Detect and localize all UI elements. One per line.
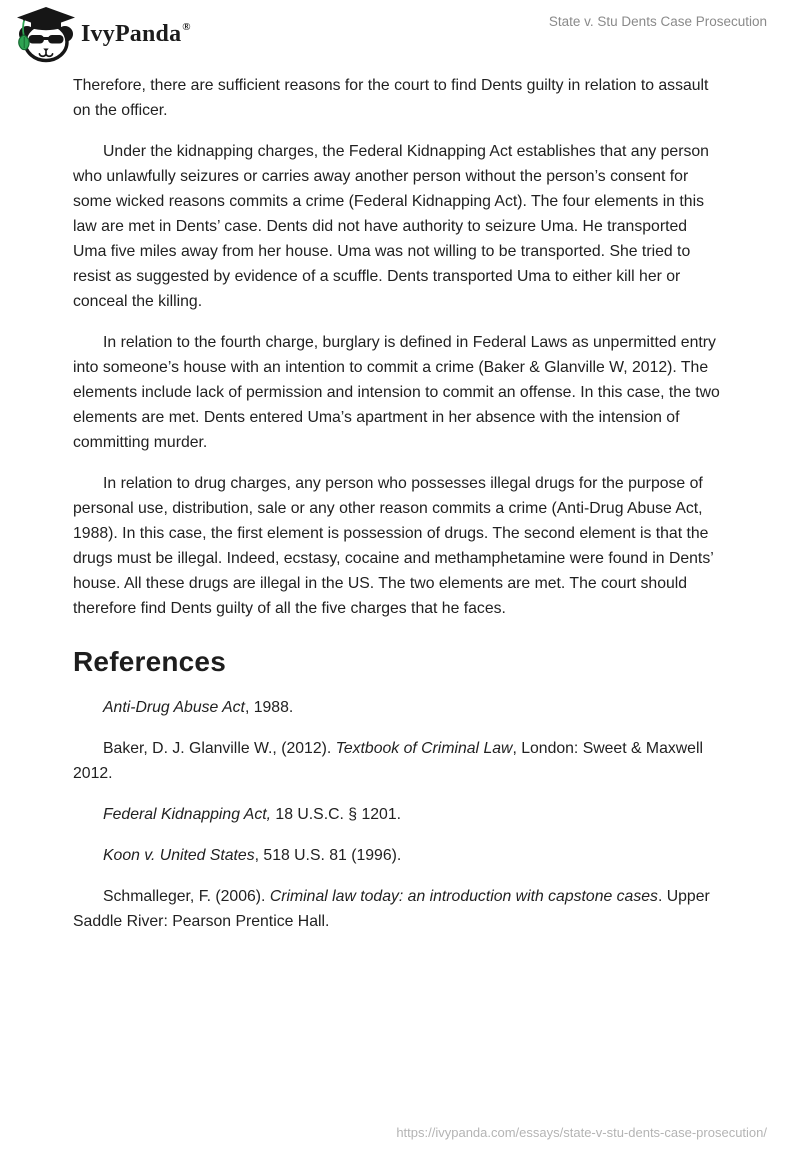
reference-text: Schmalleger, F. (2006).	[103, 888, 270, 905]
reference-item	[73, 884, 723, 934]
reference-text: , 518 U.S. 81 (1996).	[254, 847, 402, 864]
reference-text: 18 U.S.C. § 1201.	[271, 806, 401, 823]
essay-paragraph: In relation to drug charges, any person who possesses illegal drugs for the purpose of personal use, distribution, sale or any other reason commits a crime (Anti-Drug Abuse Act, 1988). In this case, the first element is possession of drugs. The second element is that the drugs must be illegal. Indeed, ecstasy, cocaine and methamphetamine were found in Dents’ house. All these drugs are illegal in the US. The two elements are met. The court should therefore find Dents guilty of all the five charges that he faces.	[73, 475, 714, 617]
reference-text: , London: Sweet & Maxwell 2012.	[73, 740, 703, 782]
references-heading: References	[73, 646, 226, 677]
brand-text: IvyPanda	[81, 21, 182, 47]
registered-trademark: ®	[182, 21, 191, 33]
reference-title-italic: Anti-Drug Abuse Act	[103, 699, 245, 716]
essay-paragraph: In relation to the fourth charge, burglary is defined in Federal Laws as unpermitted entry into someone’s house with an intention to commit a crime (Baker & Glanville W, 2012). The elements include lack of permission and intension to commit an offense. In this case, the two elements are met. Dents entered Uma’s apartment in her absence with the intension of committing murder.	[73, 334, 720, 451]
reference-item	[73, 802, 723, 827]
reference-text: , 1988.	[244, 699, 294, 716]
reference-item	[73, 736, 723, 786]
reference-text: Baker, D. J. Glanville W., (2012).	[103, 740, 336, 757]
reference-item	[73, 843, 723, 868]
essay-body	[73, 70, 723, 950]
essay-paragraph: Under the kidnapping charges, the Federal Kidnapping Act establishes that any person who unlawfully seizures or carries away another person without the person’s consent for some wicked reasons commits a crime (Federal Kidnapping Act). The four elements in this law are met in Dents’ case. Dents did not have authority to seizure Uma. He transported Uma five miles away from her house. Uma was not willing to be transported. She tried to resist as suggested by evidence of a scuffle. Dents transported Uma to either kill her or conceal the killing.	[73, 143, 709, 310]
essay-paragraph: Therefore, there are sufficient reasons for the court to find Dents guilty in relation to assault on the officer.	[73, 77, 709, 119]
reference-item	[73, 695, 723, 720]
reference-title-italic: Criminal law today: an introduction with capstone cases	[269, 888, 658, 905]
page-footer-url: https://ivypanda.com/essays/state-v-stu-dents-case-prosecution/	[396, 1125, 767, 1140]
reference-title-italic: Federal Kidnapping Act,	[103, 806, 272, 823]
reference-title-italic: Koon v. United States	[103, 847, 255, 864]
brand-name	[81, 21, 190, 48]
page-header	[0, 0, 800, 70]
running-head-title: State v. Stu Dents Case Prosecution	[548, 14, 767, 29]
reference-title-italic: Textbook of Criminal Law	[335, 740, 513, 757]
ivypanda-panda-logo-icon	[14, 6, 78, 64]
reference-text: . Upper Saddle River: Pearson Prentice Hall.	[73, 888, 710, 930]
